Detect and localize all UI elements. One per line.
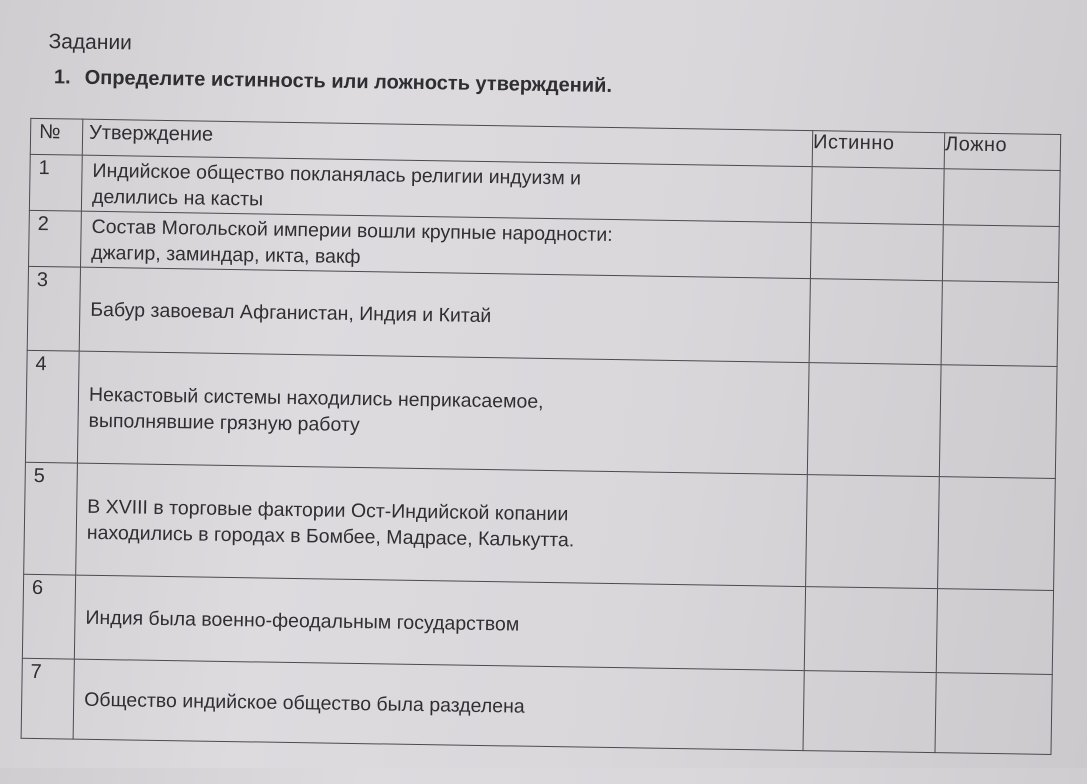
column-header-true: Истинно — [812, 131, 945, 169]
false-answer-cell[interactable] — [936, 589, 1053, 675]
statement-line: делились на касты — [91, 185, 264, 211]
true-answer-cell[interactable] — [804, 587, 937, 673]
table-row — [27, 266, 1058, 366]
false-answer-cell[interactable] — [942, 225, 1059, 283]
true-answer-cell[interactable] — [807, 363, 941, 477]
row-number: 5 — [24, 462, 78, 575]
row-number: 1 — [29, 154, 82, 211]
statement-text — [79, 267, 810, 362]
row-number: 4 — [25, 350, 79, 463]
true-answer-cell[interactable] — [806, 475, 940, 589]
statement-text — [73, 659, 804, 750]
table-row — [22, 574, 1053, 674]
statement-line: джагир, заминдар, икта, вакф — [91, 241, 361, 269]
table-row — [24, 462, 1056, 590]
task-text: Определите истинность или ложность утверждений. — [84, 66, 613, 97]
row-number: 2 — [29, 210, 82, 267]
row-number: 6 — [22, 574, 75, 659]
table-row — [25, 350, 1057, 478]
false-answer-cell[interactable] — [939, 365, 1057, 479]
true-answer-cell[interactable] — [803, 671, 936, 753]
statement-line: выполнявшие грязную работу — [88, 409, 360, 436]
statement-text — [74, 575, 805, 670]
statement-line: Общество индийское общество была разделена — [84, 688, 525, 718]
true-answer-cell[interactable] — [809, 279, 942, 365]
column-header-statement: Утверждение — [82, 119, 812, 166]
column-header-false: Ложно — [944, 133, 1061, 171]
false-answer-cell[interactable] — [935, 673, 1052, 755]
row-number: 7 — [21, 658, 74, 739]
false-answer-cell[interactable] — [943, 169, 1060, 227]
task-number: 1. — [53, 66, 71, 89]
statement-line: Бабур завоевал Афганистан, Индия и Китай — [90, 298, 492, 327]
true-answer-cell[interactable] — [810, 223, 943, 281]
statement-line: Индия была военно-феодальным государством — [85, 606, 520, 636]
statement-line: Некастовый системы находились неприкасаемое, — [88, 383, 544, 413]
statement-text — [76, 463, 808, 586]
table-row — [21, 658, 1052, 754]
true-answer-cell[interactable] — [811, 167, 944, 225]
statements-table — [21, 118, 1062, 755]
false-answer-cell[interactable] — [938, 477, 1056, 591]
statement-line: В XVIII в торговые фактории Ост-Индийской копании — [87, 495, 569, 525]
statement-line: Индийское общество покланялась религии индуизм и — [92, 159, 582, 190]
statement-text — [77, 351, 809, 474]
task-instruction — [54, 66, 612, 98]
column-header-number: № — [30, 118, 83, 155]
row-number: 3 — [27, 266, 80, 351]
section-title: Задании — [48, 30, 133, 55]
false-answer-cell[interactable] — [941, 281, 1058, 367]
statement-line: Состав Могольской империи вошли крупные народности: — [91, 215, 613, 247]
statement-line: находились в городах в Бомбее, Мадрасе, Калькутта. — [86, 521, 575, 551]
